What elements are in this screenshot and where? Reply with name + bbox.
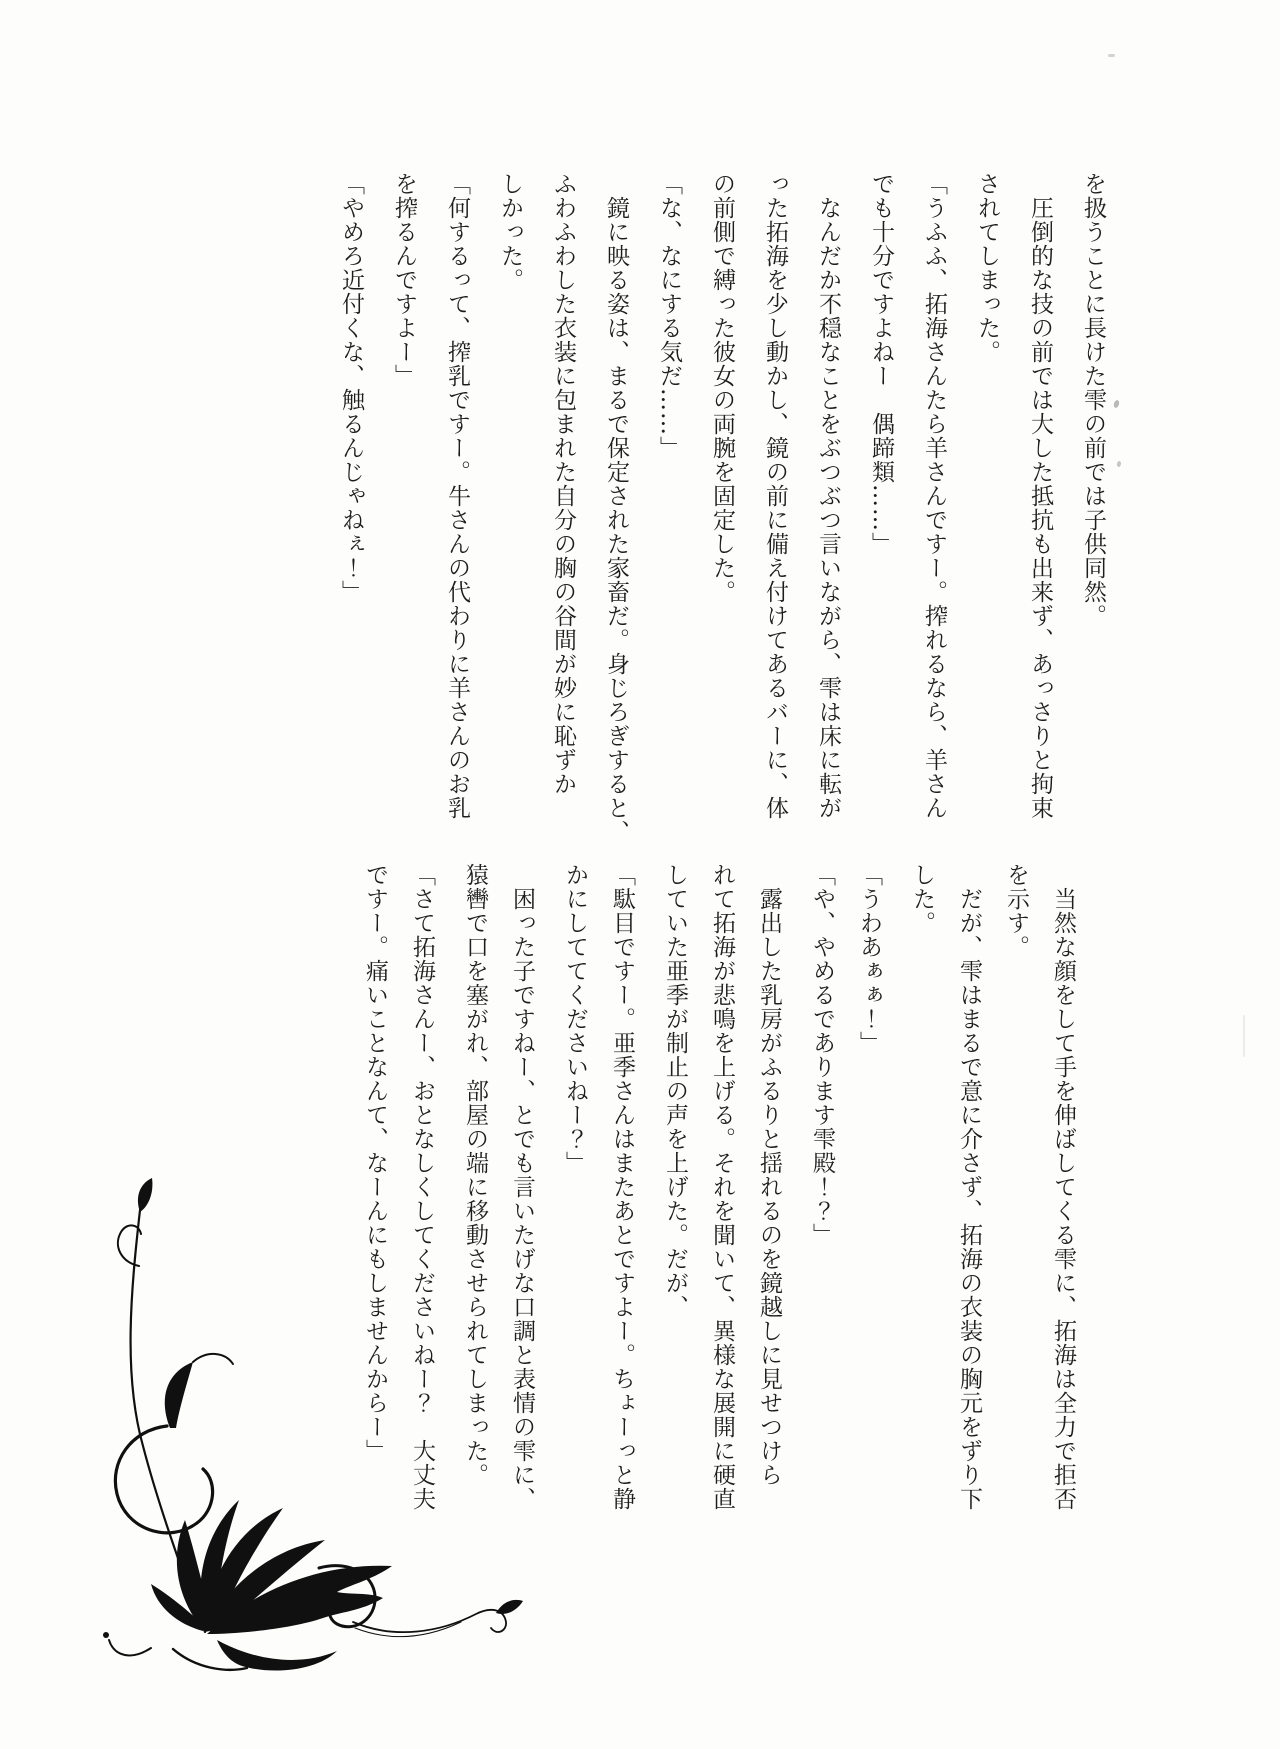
text-column: した。 bbox=[909, 863, 935, 935]
text-column: 露出した乳房がふるりと揺れるのを鏡越しに見せつけら bbox=[756, 863, 782, 1487]
text-column: った拓海を少し動かし、鏡の前に備え付けてあるバーに、体 bbox=[762, 172, 788, 820]
text-column: 「やめろ近付くな、触るんじゃねぇ！」 bbox=[338, 172, 364, 604]
text-column: だが、雫はまるで意に介さず、拓海の衣装の胸元をずり下 bbox=[956, 863, 982, 1511]
text-column: を扱うことに長けた雫の前では子供同然。 bbox=[1080, 172, 1106, 628]
text-column: 「何するって、搾乳ですー。牛さんの代わりに羊さんのお乳 bbox=[444, 172, 470, 820]
text-column: 「さて拓海さんー、おとなしくしてくださいねー？ 大丈夫 bbox=[409, 863, 435, 1511]
text-column: 「な、なにする気だ……」 bbox=[656, 172, 682, 460]
scan-streak bbox=[1243, 1015, 1245, 1057]
text-column: しかった。 bbox=[497, 172, 523, 292]
text-column: 当然な顔をして手を伸ばしてくる雫に、拓海は全力で拒否 bbox=[1050, 863, 1076, 1511]
text-column: を搾るんですよー」 bbox=[391, 172, 417, 388]
text-column: かにしててくださいねー？」 bbox=[562, 863, 588, 1175]
text-column: していた亜季が制止の声を上げた。だが、 bbox=[662, 863, 688, 1319]
text-column: 猿轡で口を塞がれ、部屋の端に移動させられてしまった。 bbox=[462, 863, 488, 1487]
text-column: 「うわあぁぁ！」 bbox=[856, 863, 882, 1055]
text-column: ですー。痛いことなんて、なーんにもしませんからー」 bbox=[362, 863, 388, 1463]
text-column: 圧倒的な技の前では大した抵抗も出来ず、あっさりと拘束 bbox=[1027, 172, 1053, 820]
text-column: 「や、やめるであります雫殿！？」 bbox=[809, 863, 835, 1247]
text-column: れて拓海が悲鳴を上げる。それを聞いて、異様な展開に硬直 bbox=[709, 863, 735, 1511]
scan-speck bbox=[1116, 461, 1121, 468]
text-column: なんだか不穏なことをぶつぶつ言いながら、雫は床に転が bbox=[815, 172, 841, 820]
text-column: の前側で縛った彼女の両腕を固定した。 bbox=[709, 172, 735, 604]
text-column: 「うふふ、拓海さんたら羊さんですー。搾れるなら、羊さん bbox=[921, 172, 947, 820]
text-column: ふわふわした衣装に包まれた自分の胸の谷間が妙に恥ずか bbox=[550, 172, 576, 796]
text-column: を示す。 bbox=[1003, 863, 1029, 959]
text-column: 鏡に映る姿は、まるで保定された家畜だ。身じろぎすると、 bbox=[603, 172, 629, 844]
text-column: でも十分ですよねー 偶蹄類……」 bbox=[868, 172, 894, 556]
text-column: 「駄目ですー。亜季さんはまたあとですよー。ちょーっと静 bbox=[609, 863, 635, 1511]
scan-speck bbox=[1113, 399, 1120, 408]
text-column: されてしまった。 bbox=[974, 172, 1000, 364]
corner-flourish-ornament bbox=[55, 1170, 525, 1710]
text-band-top bbox=[309, 172, 1104, 864]
scan-speck bbox=[1108, 54, 1115, 57]
text-column: 困った子ですねー、とでも言いたげな口調と表情の雫に、 bbox=[509, 863, 535, 1511]
